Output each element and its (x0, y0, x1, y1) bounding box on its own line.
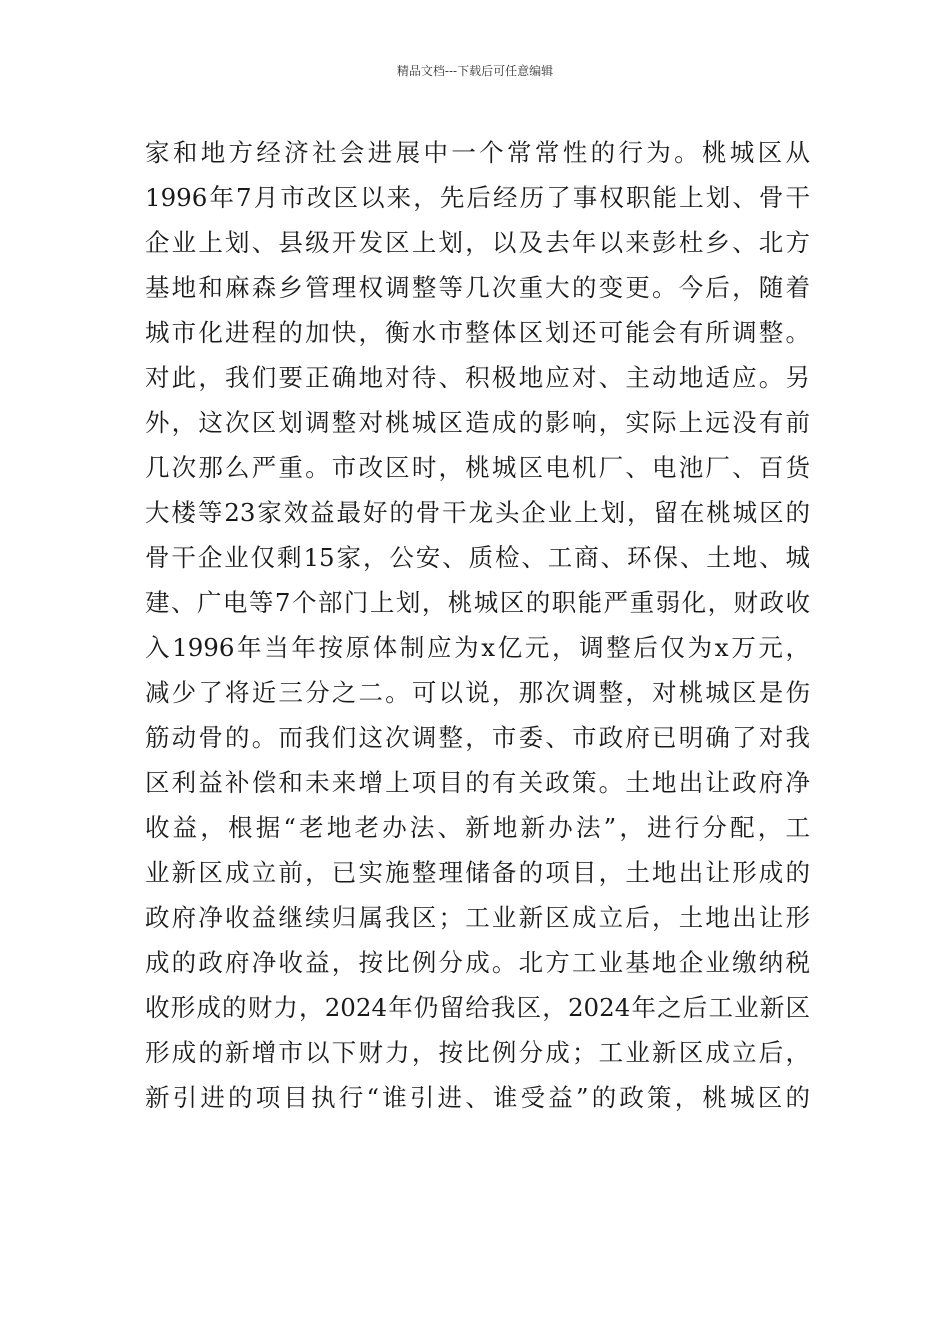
text-line: 企业上划、县级开发区上划，以及去年以来彭杜乡、北方 (145, 228, 810, 257)
text-line: 政府净收益继续归属我区；工业新区成立后，土地出让形 (145, 903, 810, 932)
document-body (145, 130, 810, 1120)
text-line: 收益，根据“老地老办法、新地新办法”，进行分配，工 (145, 813, 810, 842)
text-line: 外，这次区划调整对桃城区造成的影响，实际上远没有前 (145, 408, 810, 437)
text-line: 区利益补偿和未来增上项目的有关政策。土地出让政府净 (145, 768, 810, 797)
text-line: 家和地方经济社会进展中一个常常性的行为。桃城区从 (145, 138, 810, 167)
text-line: 收形成的财力，2024年仍留给我区，2024年之后工业新区 (145, 993, 810, 1022)
text-line: 基地和麻森乡管理权调整等几次重大的变更。今后，随着 (145, 273, 810, 302)
text-line: 对此，我们要正确地对待、积极地应对、主动地适应。另 (145, 363, 810, 392)
text-line: 业新区成立前，已实施整理储备的项目，土地出让形成的 (145, 858, 810, 887)
text-line: 建、广电等7个部门上划，桃城区的职能严重弱化，财政收 (145, 588, 810, 617)
text-line: 入1996年当年按原体制应为x亿元，调整后仅为x万元， (145, 633, 810, 662)
text-line: 新引进的项目执行“谁引进、谁受益”的政策，桃城区的 (145, 1083, 810, 1112)
text-line: 形成的新增市以下财力，按比例分成；工业新区成立后， (145, 1038, 810, 1067)
text-line: 骨干企业仅剩15家，公安、质检、工商、环保、土地、城 (145, 543, 810, 572)
text-line: 城市化进程的加快，衡水市整体区划还可能会有所调整。 (145, 318, 810, 347)
text-line: 大楼等23家效益最好的骨干龙头企业上划，留在桃城区的 (145, 498, 810, 527)
text-line: 成的政府净收益，按比例分成。北方工业基地企业缴纳税 (145, 948, 810, 977)
text-line: 减少了将近三分之二。可以说，那次调整，对桃城区是伤 (145, 678, 810, 707)
page-header: 精品文档---下载后可任意编辑 (396, 64, 554, 78)
text-line: 1996年7月市改区以来，先后经历了事权职能上划、骨干 (145, 183, 810, 212)
text-line: 筋动骨的。而我们这次调整，市委、市政府已明确了对我 (145, 723, 810, 752)
text-line: 几次那么严重。市改区时，桃城区电机厂、电池厂、百货 (145, 453, 810, 482)
